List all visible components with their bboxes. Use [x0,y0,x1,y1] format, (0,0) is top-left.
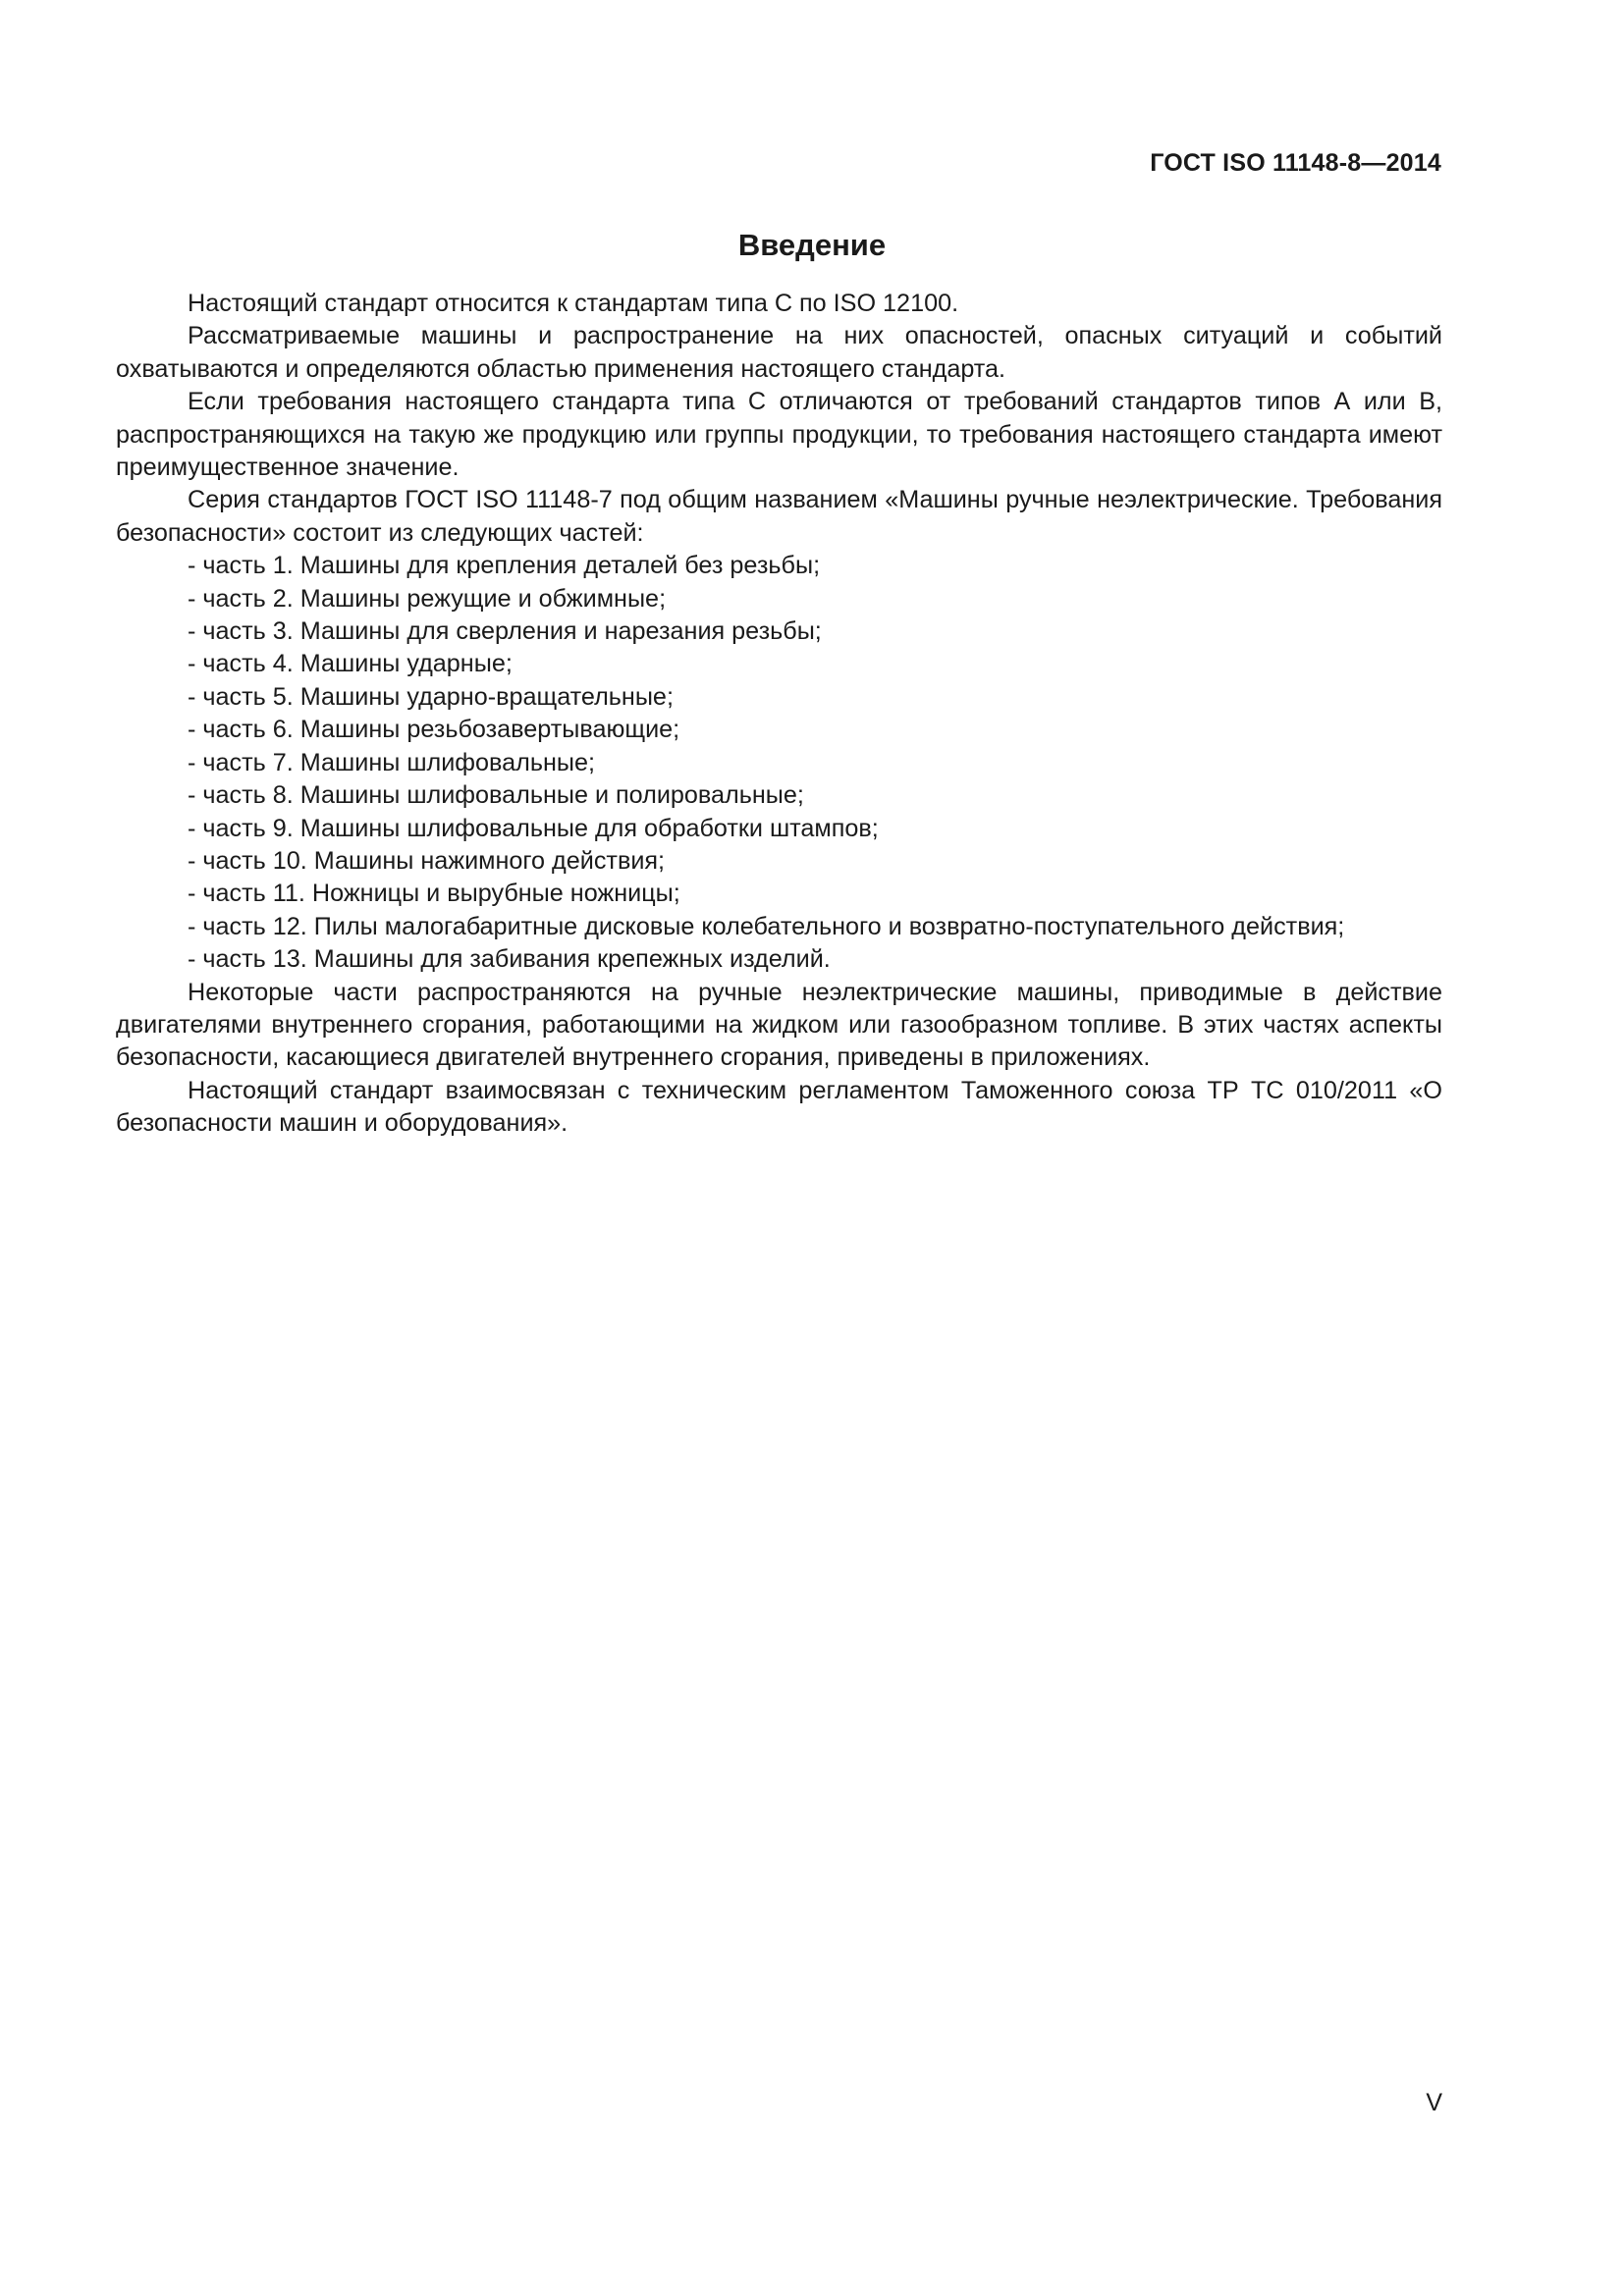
paragraph: Рассматриваемые машины и распространение на них опасностей, опасных ситуаций и событий охватываются и определяются областью применения настоящего стандарта. [116,322,1442,383]
paragraph: Серия стандартов ГОСТ ISO 11148-7 под общим названием «Машины ручные неэлектрические. Требования безопасности» состоит из следующих частей: [116,486,1442,547]
page-number: V [1426,2089,1442,2116]
list-item: - часть 3. Машины для сверления и нарезания резьбы; [188,617,822,646]
paragraph: Настоящий стандарт относится к стандартам типа C по ISO 12100. [188,290,959,317]
list-item: - часть 13. Машины для забивания крепежных изделий. [188,945,831,974]
list-item: - часть 11. Ножницы и вырубные ножницы; [188,880,680,908]
document-header: ГОСТ ISO 11148-8—2014 [1150,149,1441,177]
paragraph: Некоторые части распространяются на ручные неэлектрические машины, приводимые в действие двигателями внутреннего сгорания, работающими на жидком или газообразном топливе. В этих частях аспекты безопасности, касающиеся двигателей внутреннего сгорания, приведены в приложениях. [116,978,1442,1072]
list-item: - часть 9. Машины шлифовальные для обработки штампов; [188,814,879,842]
section-title: Введение [737,228,887,262]
list-item: - часть 5. Машины ударно-вращательные; [188,682,674,711]
list-item: - часть 8. Машины шлифовальные и полировальные; [188,781,804,810]
paragraph: Если требования настоящего стандарта типа С отличаются от требований стандартов типов А или В, распространяющихся на такую же продукцию или группы продукции, то требования настоящего стандарта имеют преимущественное значение. [116,388,1442,482]
list-item: - часть 12. Пилы малогабаритные дисковые колебательного и возвратно-поступательного действия; [188,912,1345,940]
paragraph: Настоящий стандарт взаимосвязан с техническим регламентом Таможенного союза ТР ТС 010/2011 «О безопасности машин и оборудования». [116,1076,1442,1138]
list-item: - часть 6. Машины резьбозавертывающие; [188,716,680,744]
list-item: - часть 2. Машины режущие и обжимные; [188,584,667,613]
list-item: - часть 1. Машины для крепления деталей без резьбы; [188,552,821,580]
document-body [116,288,1442,1141]
list-item: - часть 10. Машины нажимного действия; [188,846,666,875]
parts-list [116,550,1442,976]
list-item: - часть 7. Машины шлифовальные; [188,748,595,776]
list-item: - часть 4. Машины ударные; [188,650,513,678]
